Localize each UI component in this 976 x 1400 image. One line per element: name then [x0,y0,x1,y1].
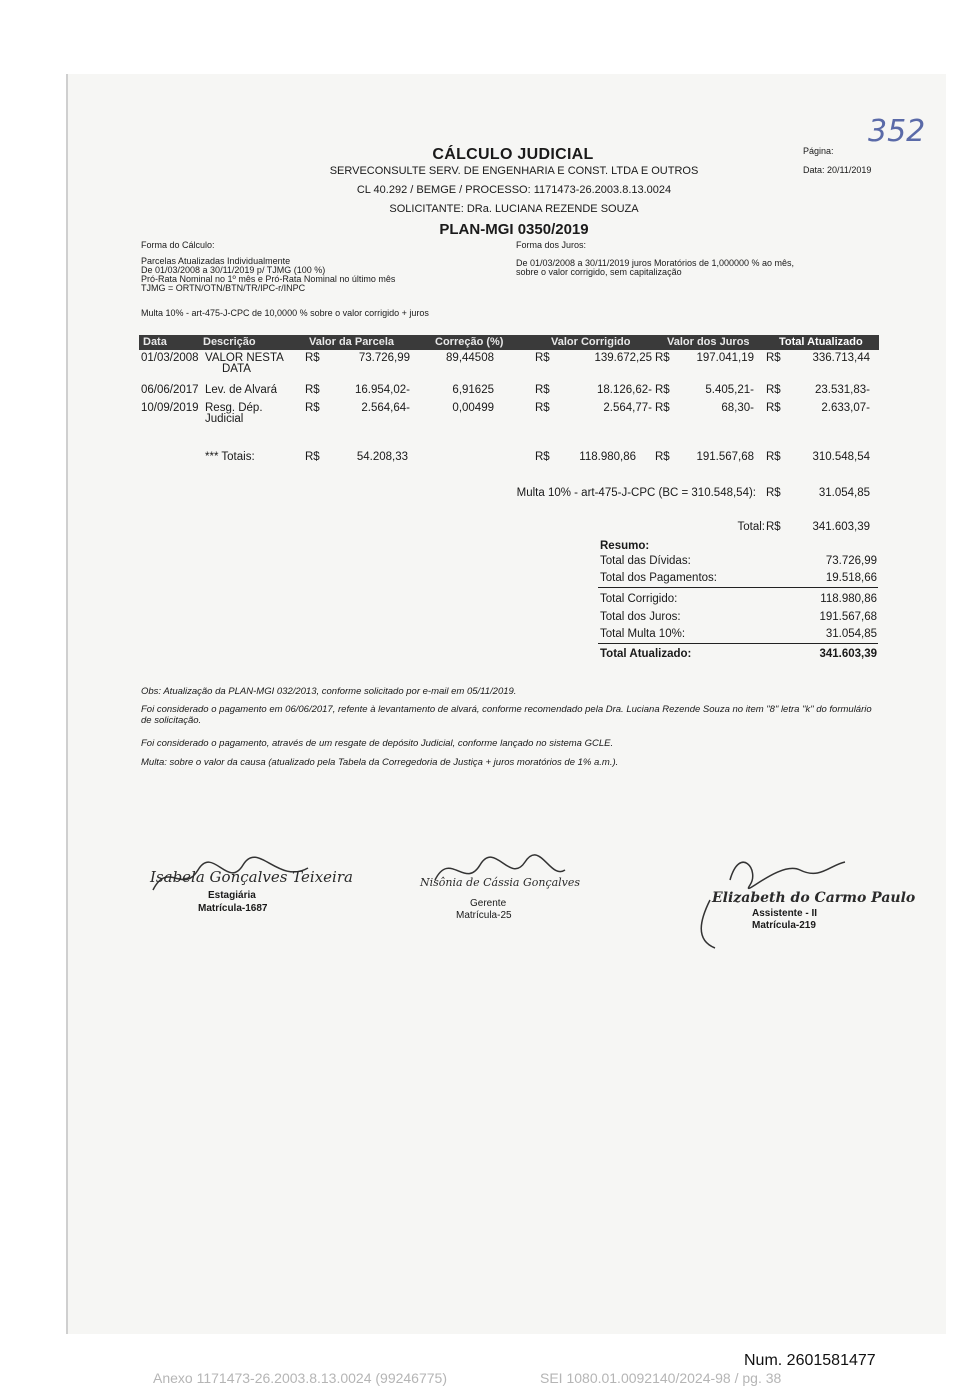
date-label: Data: 20/11/2019 [803,165,872,175]
row-desc: Lev. de Alvará [205,384,278,396]
requester: SOLICITANTE: DRa. LUCIANA REZENDE SOUZA [389,203,639,215]
row-corrigido: 139.672,25 [594,352,652,364]
summary-final-value: 341.603,39 [819,648,877,660]
row-desc: VALOR NESTA [205,352,284,364]
totals-corrigido: 118.980,86 [579,451,636,463]
col-date: Data [143,336,167,348]
signer-role: Gerente [470,898,507,909]
row-currency: R$ [535,451,550,463]
company-name: SERVECONSULTE SERV. DE ENGENHARIA E CONST. LTDA E OUTROS [329,165,699,177]
table-header [139,335,879,350]
row-currency: R$ [655,352,670,364]
summary-label: Total Corrigido: [600,593,678,605]
calc-form-label: Forma do Cálculo: [141,240,215,250]
interest-form-label: Forma dos Juros: [516,240,587,250]
handwritten-page-number: 352 [868,114,926,149]
signer-name: Elizabeth do Carmo Paulo [712,890,916,906]
row-juros: 197.041,19 [696,352,754,364]
row-parcela: 2.564,64- [361,402,410,414]
grand-total-currency: R$ [766,521,781,533]
row-currency: R$ [766,352,781,364]
observation: Foi considerado o pagamento, através de um resgate de depósito Judicial, conforme lançado no sistema GCLE. [141,738,614,749]
col-parcela: Valor da Parcela [309,336,394,348]
grand-total-label: Total: [737,521,765,533]
row-currency: R$ [305,402,320,414]
signer-role: Assistente - II [752,908,818,919]
multa-description: Multa 10% - art-475-J-CPC de 10,0000 % sobre o valor corrigido + juros [141,308,429,318]
row-date: 01/03/2008 [141,352,199,364]
row-currency: R$ [535,402,550,414]
row-currency: R$ [655,451,670,463]
col-corrigido: Valor Corrigido [551,336,631,348]
row-correcao: 6,91625 [452,384,494,396]
signer-role: Estagiária [208,890,256,901]
row-currency: R$ [766,402,781,414]
col-correcao: Correção (%) [435,336,504,348]
summary-value: 73.726,99 [825,555,877,567]
signer-id: Matrícula-25 [456,910,512,921]
row-currency: R$ [305,384,320,396]
row-currency: R$ [535,384,550,396]
page-label: Página: [803,146,834,156]
totals-total: 310.548,54 [812,451,870,463]
col-description: Descrição [203,336,256,348]
multa-value: 31.054,85 [818,487,870,499]
row-currency: R$ [305,451,320,463]
col-total: Total Atualizado [779,336,863,348]
row-juros: 68,30- [721,402,754,414]
process-number: CL 40.292 / BEMGE / PROCESSO: 1171473-26.2003.8.13.0024 [356,184,672,196]
summary-label: Total dos Pagamentos: [600,572,717,584]
row-date: 06/06/2017 [141,384,199,396]
row-corrigido: 18.126,62- [597,384,652,396]
row-total: 23.531,83- [815,384,870,396]
grand-total-value: 341.603,39 [812,521,870,533]
summary-label: Total das Dívidas: [600,555,691,567]
interest-form-line: De 01/03/2008 a 30/11/2019 juros Moratórios de 1,000000 % ao mês, [516,258,795,268]
row-desc-cont: Judicial [205,413,244,425]
row-currency: R$ [655,384,670,396]
totals-parcela: 54.208,33 [356,451,408,463]
row-desc: Resg. Dép. [205,402,263,414]
col-juros: Valor dos Juros [667,336,750,348]
footer-sei: SEI 1080.01.0092140/2024-98 / pg. 38 [540,1370,782,1386]
multa-currency: R$ [766,487,781,499]
summary-label: Total Multa 10%: [600,628,686,640]
row-total: 336.713,44 [812,352,870,364]
row-corrigido: 2.564,77- [603,402,652,414]
row-correcao: 0,00499 [452,402,494,414]
row-parcela: 16.954,02- [355,384,410,396]
summary-divider [598,587,878,588]
totals-label: *** Totais: [205,451,255,463]
summary-value: 191.567,68 [819,611,877,623]
observation: Foi considerado o pagamento em 06/06/2017, refente à levantamento de alvará, conforme recomendado pela Dra. Luciana Rezende Souza no item "8" letra "k" do formulário de solicitação. [141,704,872,726]
plan-number: PLAN-MGI 0350/2019 [439,221,589,238]
interest-form-line: sobre o valor corrigido, sem capitalização [516,267,682,277]
signer-name: Isabela Gonçalves Teixeira [150,868,353,886]
summary-title: Resumo: [600,540,650,552]
calc-form-line: De 01/03/2008 a 30/11/2019 p/ TJMG (100 %) [141,265,326,275]
footer-annex: Anexo 1171473-26.2003.8.13.0024 (99246775) [153,1370,447,1386]
summary-final-label: Total Atualizado: [600,648,692,660]
row-desc-cont: DATA [222,363,251,375]
row-date: 10/09/2019 [141,402,199,414]
row-currency: R$ [766,384,781,396]
row-parcela: 73.726,99 [358,352,410,364]
row-correcao: 89,44508 [446,352,494,364]
row-currency: R$ [766,451,781,463]
summary-value: 118.980,86 [820,593,877,605]
document-number: Num. 2601581477 [744,1352,876,1369]
calc-form-line: Pró-Rata Nominal no 1º mês e Pró-Rata Nominal no último mês [141,274,396,284]
observation: Multa: sobre o valor da causa (atualizado pela Tabela da Corregedoria de Justiça + juros moratórios de 1% a.m.). [141,757,619,768]
summary-label: Total dos Juros: [600,611,681,623]
calc-form-line: TJMG = ORTN/OTN/BTN/TR/IPC-r/INPC [141,283,306,293]
row-juros: 5.405,21- [705,384,754,396]
signer-id: Matrícula-219 [752,920,816,931]
document-title: CÁLCULO JUDICIAL [432,146,594,163]
row-currency: R$ [655,402,670,414]
row-currency: R$ [535,352,550,364]
totals-juros: 191.567,68 [696,451,754,463]
summary-value: 31.054,85 [825,628,877,640]
calc-form-line: Parcelas Atualizadas Individualmente [141,256,291,266]
observation: Obs: Atualização da PLAN-MGI 032/2013, conforme solicitado por e-mail em 05/11/2019. [141,686,517,697]
signer-id: Matrícula-1687 [198,903,268,914]
row-total: 2.633,07- [821,402,870,414]
summary-value: 19.518,66 [825,572,877,584]
multa-calc-label: Multa 10% - art-475-J-CPC (BC = 310.548,54): [516,487,756,499]
row-currency: R$ [305,352,320,364]
summary-divider [598,643,878,644]
signer-name: Nisônia de Cássia Gonçalves [420,876,581,889]
